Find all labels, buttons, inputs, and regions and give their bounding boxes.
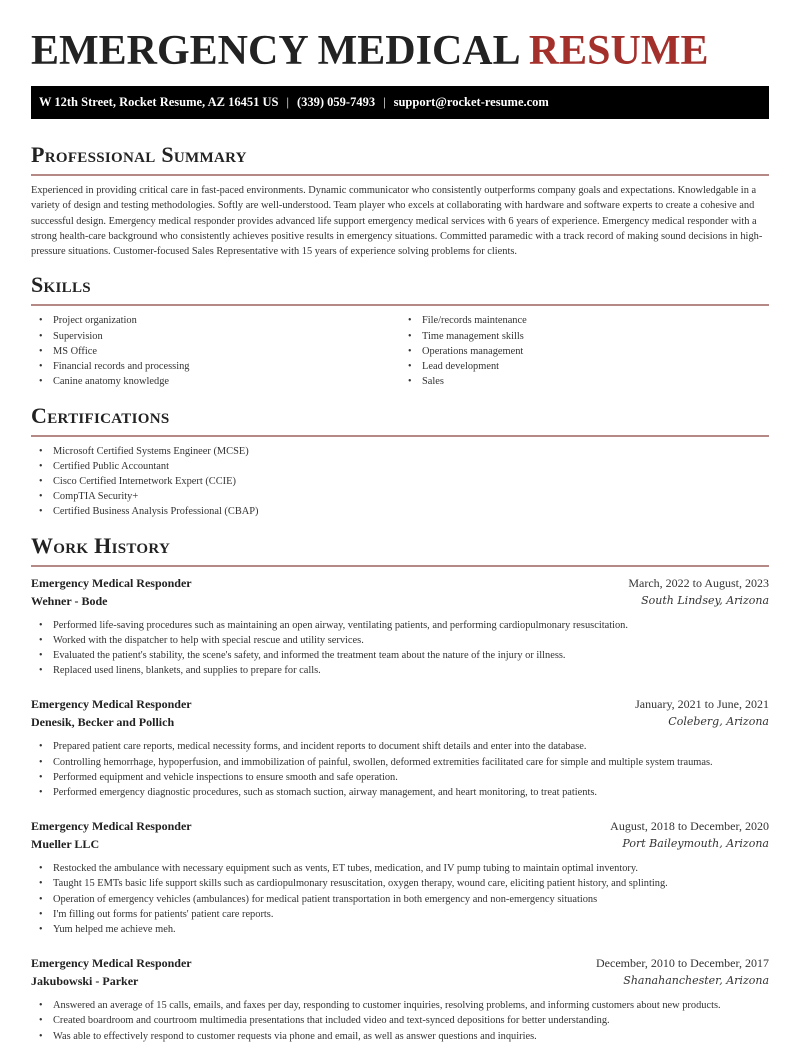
summary-text: Experienced in providing critical care in fast-paced environments. Dynamic communicator who consistently outperforms company goals and expectations. Knowledgable in a variety of design and testing methodologies. Softly are well-understood. Team player who excels at collaborating with hardware and software experts to create a cohesive and successful design. Emergency medical responder provides advanced life support emergency medical services with 6 years of experience. Emergency medical responder with a strong health-care background who consistently achieves positive results in emergency situations. Committed paramedic with a track record of making sound decisions in high-pressure situations. Customer-focused Sales Representative with 15 years of experience solving problems for clients. <box>31 185 763 258</box>
job-bullet: • Answered an average of 15 calls, emails, and faxes per day, responding to customer inquiries, resolving problems, and informing customers about new products. <box>53 998 769 1013</box>
skills-list-right <box>400 313 769 389</box>
job-bullet: • I'm filling out forms for patients' patient care reports. <box>53 907 769 922</box>
contact-email[interactable]: support@rocket-resume.com <box>393 95 549 109</box>
job-company: Mueller LLC <box>31 837 100 852</box>
contact-separator: | <box>286 95 289 109</box>
certifications-heading: Certifications <box>31 402 170 428</box>
job-bullet: • Operation of emergency vehicles (ambulances) for medical patient transportation in both emergency and non-emergency situations <box>53 892 769 907</box>
job-bullet: • Was able to effectively respond to customer requests via phone and email, as well as answer questions and inquiries. <box>53 1029 769 1044</box>
job-bullets <box>31 618 769 679</box>
job-bullet: • Prepared patient care reports, medical necessity forms, and incident reports to document shift details and enter into the database. <box>53 739 769 754</box>
job-bullet: • Controlling hemorrhage, hypoperfusion, and immobilization of painful, swollen, deformed extremities facilitated care for simple and multiple system traumas. <box>53 755 769 770</box>
certifications-section <box>31 403 769 520</box>
job-bullet: • Evaluated the patient's stability, the scene's safety, and informed the treatment team about the nature of the injury or illness. <box>53 648 769 663</box>
skill-item: • Canine anatomy knowledge <box>53 374 400 389</box>
certifications-list <box>31 444 769 520</box>
skill-item: • Supervision <box>53 329 400 344</box>
job-dates: March, 2022 to August, 2023 <box>628 575 769 590</box>
resume-title <box>31 0 769 73</box>
job-location: South Lindsey, Arizona <box>641 593 769 607</box>
certification-item: • Certified Public Accountant <box>53 459 769 474</box>
job-company: Wehner - Bode <box>31 593 108 608</box>
job-bullets <box>31 998 769 1044</box>
job-entry <box>31 817 769 937</box>
skills-list-left <box>31 313 400 389</box>
job-bullet: • Created boardroom and courtroom multimedia presentations that included video and text-synced depositions for better understanding. <box>53 1013 769 1028</box>
work-history-section <box>31 533 769 1044</box>
job-bullets <box>31 861 769 937</box>
job-location: Shanahanchester, Arizona <box>623 974 769 988</box>
summary-heading: Professional Summary <box>31 142 247 167</box>
job-title: Emergency Medical Responder <box>31 819 192 834</box>
job-location: Port Baileymouth, Arizona <box>622 837 769 851</box>
job-entry <box>31 574 769 679</box>
section-divider <box>31 435 769 437</box>
job-entry <box>31 954 769 1044</box>
summary-section <box>31 142 769 259</box>
title-accent: RESUME <box>528 28 709 74</box>
skills-heading: Skills <box>31 272 91 298</box>
certification-item: • Microsoft Certified Systems Engineer (MCSE) <box>53 444 769 459</box>
skill-item: • Project organization <box>53 313 400 328</box>
section-divider <box>31 174 769 176</box>
job-title: Emergency Medical Responder <box>31 956 192 971</box>
job-bullet: • Yum helped me achieve meh. <box>53 922 769 937</box>
skill-item: • Time management skills <box>422 329 769 344</box>
work-history-heading: Work History <box>31 532 171 558</box>
skills-section <box>31 272 769 389</box>
job-dates: August, 2018 to December, 2020 <box>610 819 769 834</box>
job-bullet: • Restocked the ambulance with necessary equipment such as vents, ET tubes, medication, and IV pump tubing to maintain optimal inventory. <box>53 861 769 876</box>
job-dates: January, 2021 to June, 2021 <box>635 697 769 712</box>
job-bullet: • Performed life-saving procedures such as maintaining an open airway, ventilating patients, and performing cardiopulmonary resuscitation. <box>53 618 769 633</box>
skill-item: • Lead development <box>422 359 769 374</box>
job-dates: December, 2010 to December, 2017 <box>596 956 769 971</box>
section-divider <box>31 304 769 306</box>
job-bullets <box>31 739 769 800</box>
contact-separator: | <box>383 95 386 109</box>
job-company: Jakubowski - Parker <box>31 974 139 989</box>
certification-item: • Cisco Certified Internetwork Expert (CCIE) <box>53 474 769 489</box>
skills-grid <box>31 313 769 389</box>
job-company: Denesik, Becker and Pollich <box>31 715 175 730</box>
contact-address: W 12th Street, Rocket Resume, AZ 16451 US <box>39 95 279 109</box>
certification-item: • CompTIA Security+ <box>53 489 769 504</box>
job-bullet: • Performed equipment and vehicle inspections to ensure smooth and safe operation. <box>53 770 769 785</box>
section-divider <box>31 565 769 567</box>
skill-item: • Operations management <box>422 344 769 359</box>
skill-item: • File/records maintenance <box>422 313 769 328</box>
job-bullet: • Performed emergency diagnostic procedures, such as stomach suction, airway management, and heart monitoring, to treat patients. <box>53 785 769 800</box>
skill-item: • Sales <box>422 374 769 389</box>
skill-item: • Financial records and processing <box>53 359 400 374</box>
job-title: Emergency Medical Responder <box>31 575 192 590</box>
skill-item: • MS Office <box>53 344 400 359</box>
contact-phone[interactable]: (339) 059-7493 <box>296 95 376 109</box>
job-bullet: • Worked with the dispatcher to help with special rescue and utility services. <box>53 633 769 648</box>
job-location: Coleberg, Arizona <box>668 715 769 729</box>
job-title: Emergency Medical Responder <box>31 697 192 712</box>
contact-bar <box>31 86 769 119</box>
job-bullet: • Replaced used linens, blankets, and supplies to prepare for calls. <box>53 663 769 678</box>
job-entry <box>31 695 769 800</box>
job-bullet: • Taught 15 EMTs basic life support skills such as cardiopulmonary resuscitation, oxygen therapy, wound care, eliciting patient history, and splinting. <box>53 876 769 891</box>
title-main: EMERGENCY MEDICAL <box>31 28 519 74</box>
certification-item: • Certified Business Analysis Professional (CBAP) <box>53 504 769 519</box>
